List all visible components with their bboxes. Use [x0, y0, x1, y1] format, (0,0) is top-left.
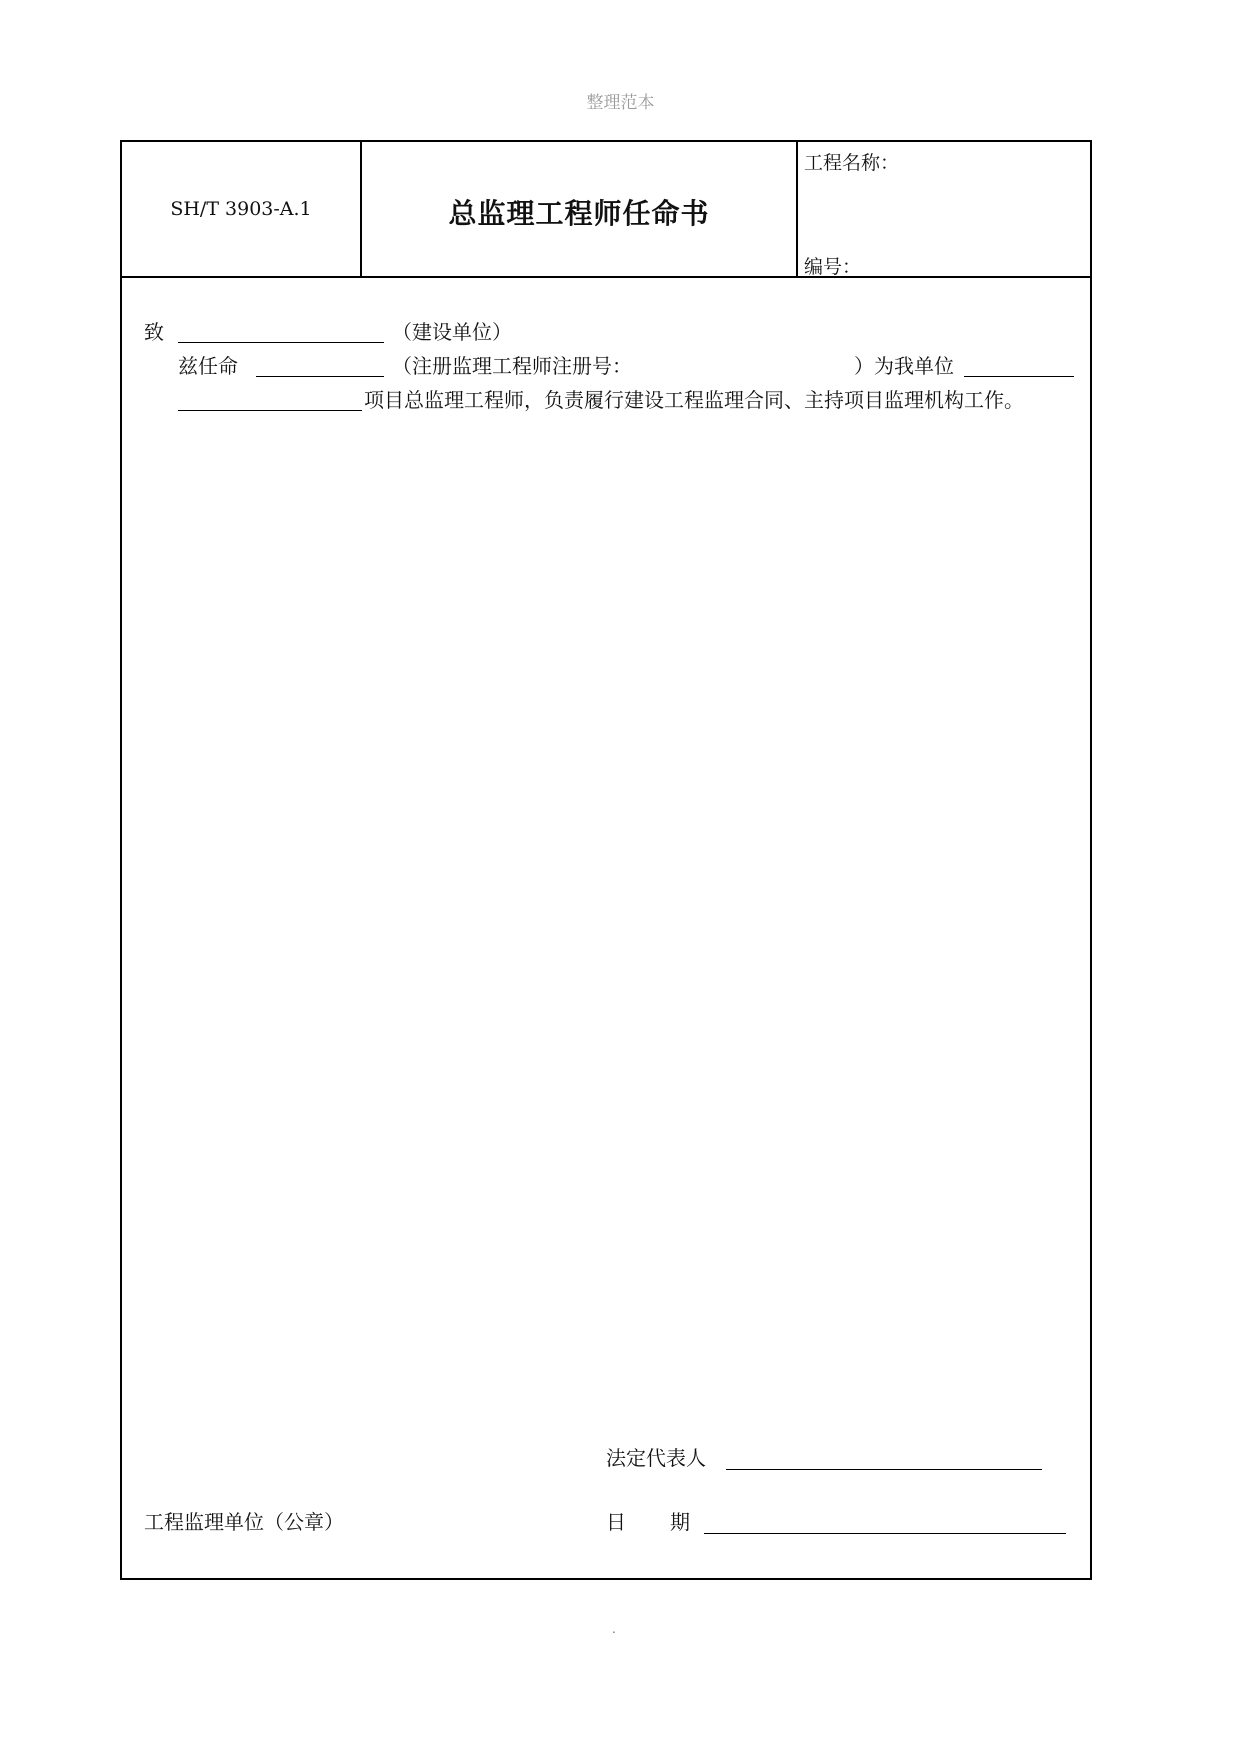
form-title-cell [362, 142, 798, 276]
legal-rep-label: 法定代表人 [606, 1446, 706, 1470]
form-code: SH/T 3903-A.1 [170, 198, 312, 220]
project-name-blank[interactable] [178, 410, 362, 411]
project-name-label: 工程名称： [804, 152, 900, 174]
form-title: 总监理工程师任命书 [448, 197, 710, 230]
org-seal-label: 工程监理单位（公章） [144, 1510, 344, 1534]
date-blank[interactable] [704, 1533, 1066, 1534]
unit-name-blank[interactable] [964, 376, 1074, 377]
form-header [122, 142, 1090, 278]
client-unit-label: （建设单位） [392, 320, 512, 344]
form-info-cell [798, 142, 1090, 276]
page-marker: . [612, 1622, 616, 1636]
to-prefix: 致 [144, 320, 164, 344]
date-label-2: 期 [670, 1510, 690, 1534]
appoint-prefix: 兹任命 [178, 354, 238, 378]
watermark: 整理范本 [586, 93, 655, 113]
registration-close-label: ）为我单位 [854, 354, 954, 378]
form-code-cell [122, 142, 362, 276]
legal-rep-blank[interactable] [726, 1469, 1042, 1470]
client-unit-blank[interactable] [178, 342, 384, 343]
date-label-1: 日 [606, 1510, 626, 1534]
appointment-form [120, 140, 1092, 1580]
form-number-label: 编号： [804, 256, 862, 278]
registration-number-label: （注册监理工程师注册号： [392, 354, 632, 378]
engineer-name-blank[interactable] [256, 376, 384, 377]
duty-statement: 项目总监理工程师，负责履行建设工程监理合同、主持项目监理机构工作。 [364, 388, 1024, 412]
